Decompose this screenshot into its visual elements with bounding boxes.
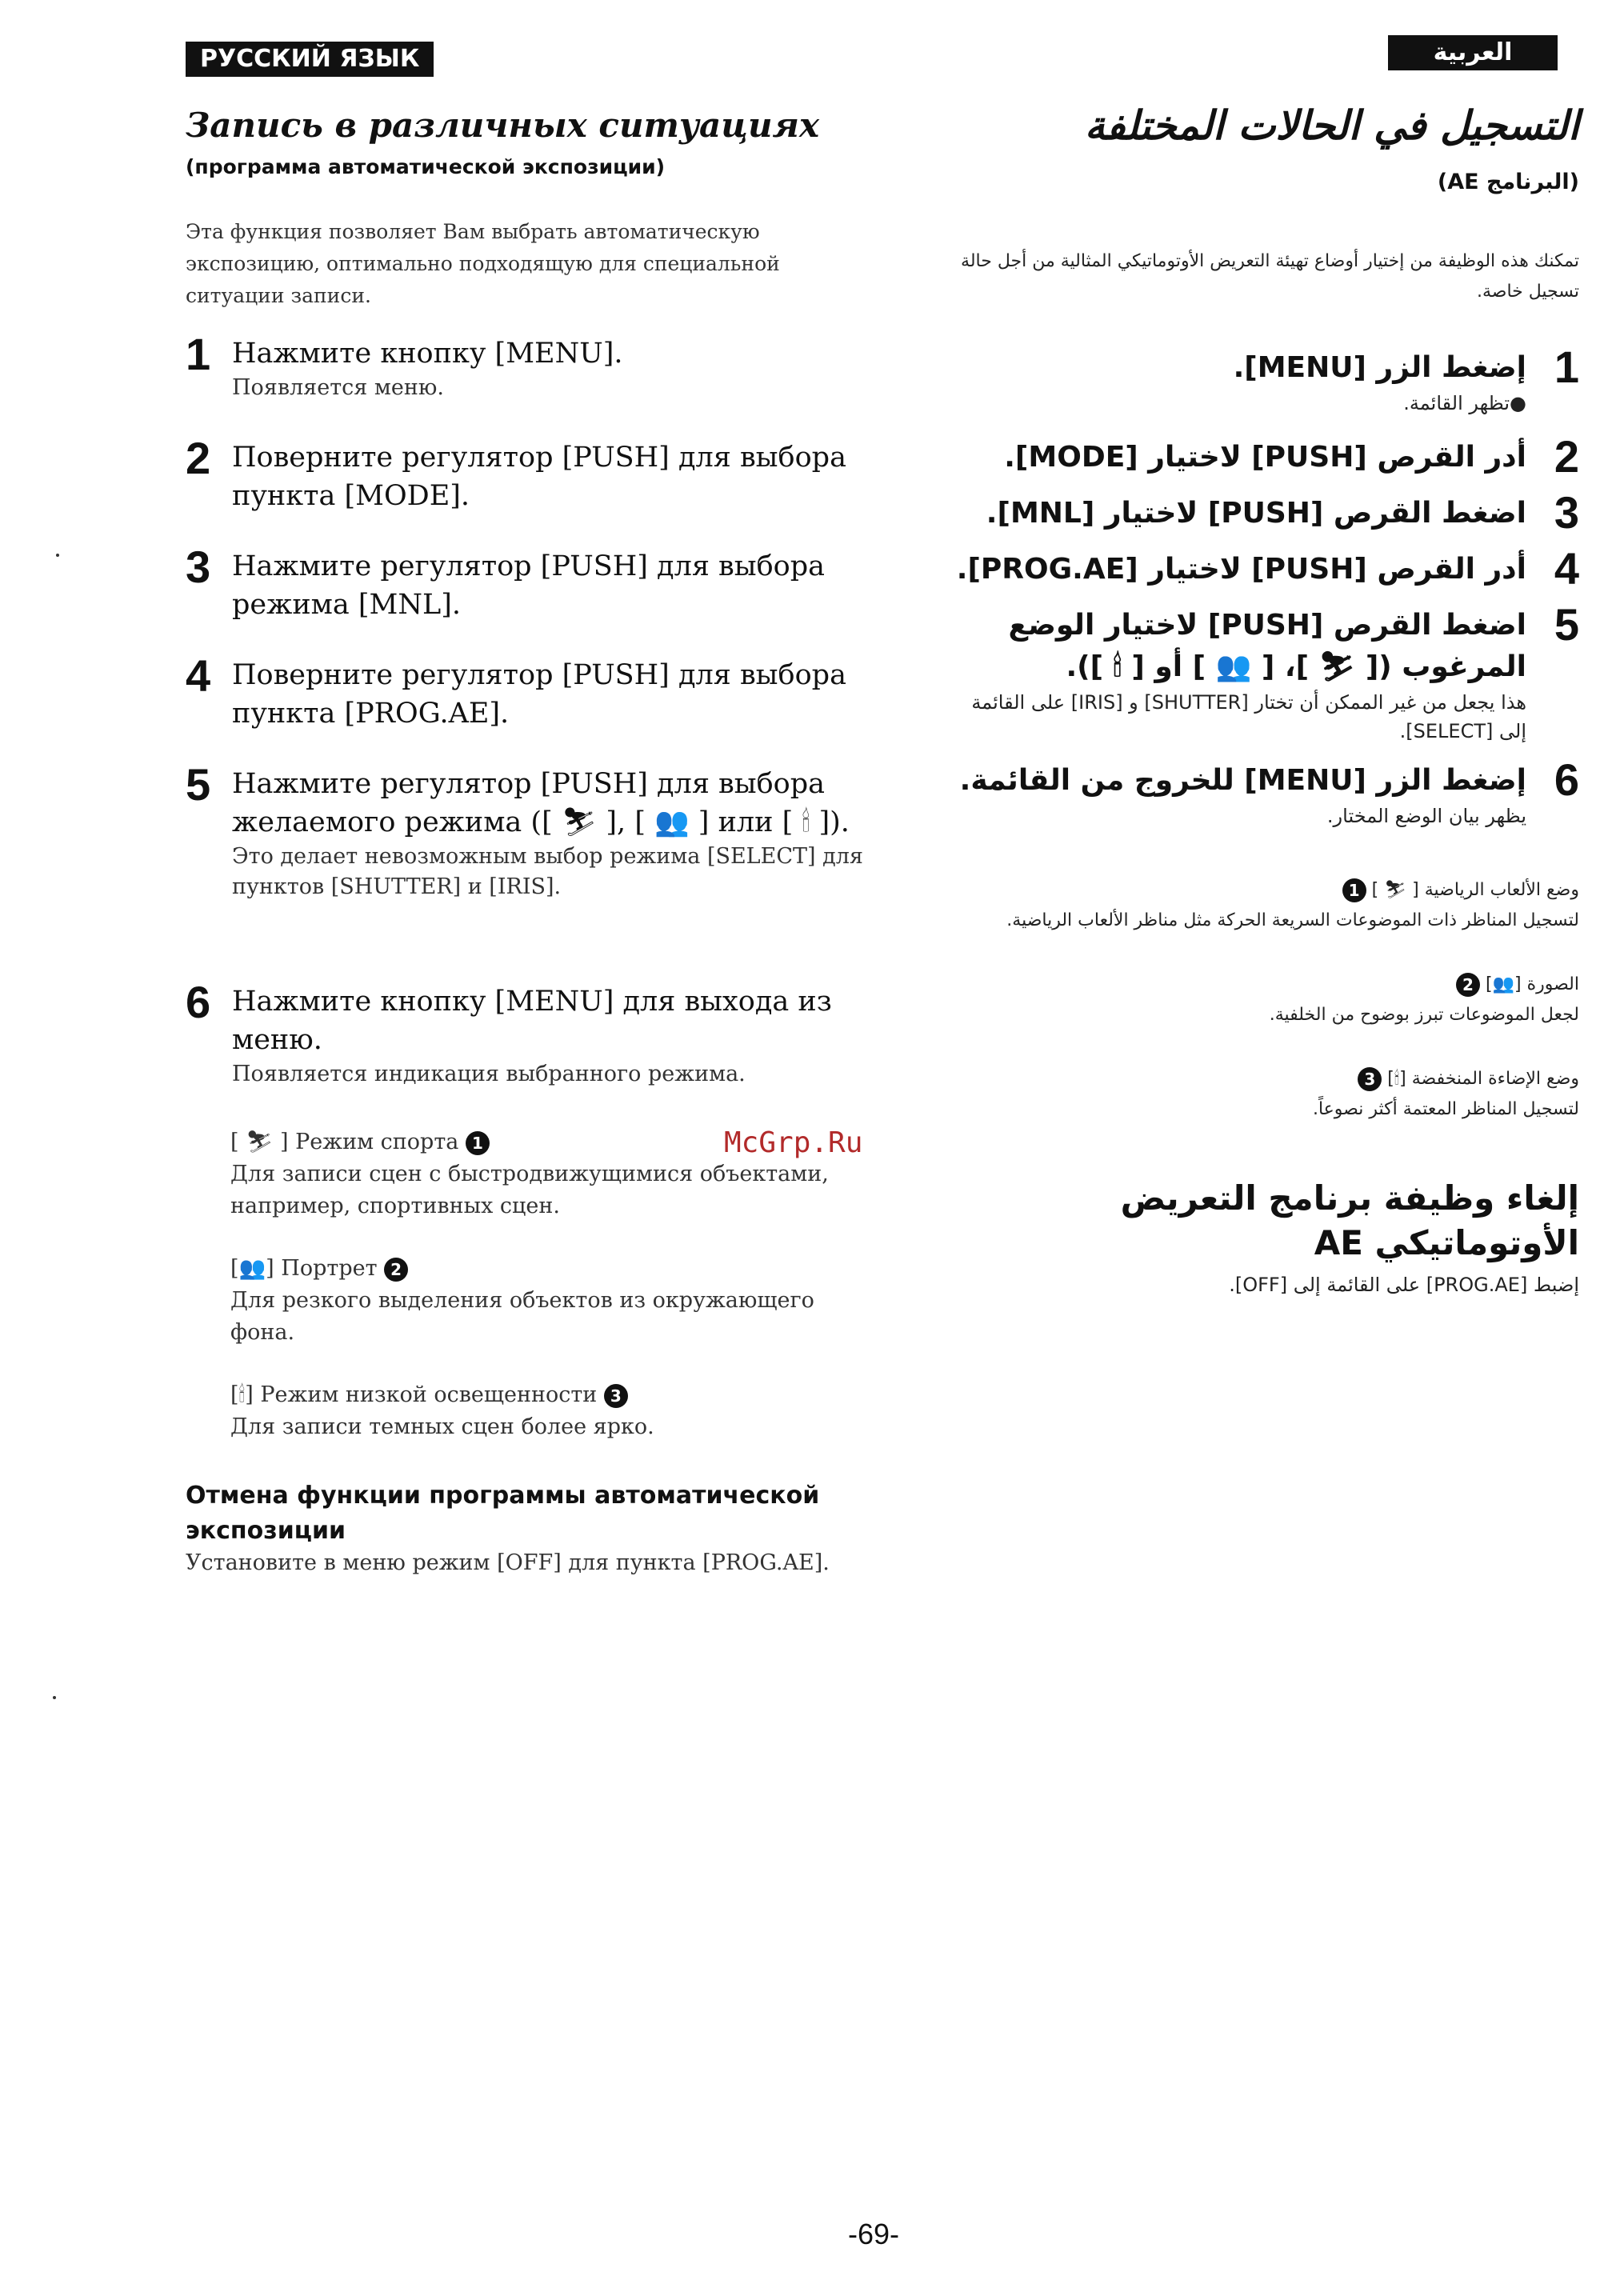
low-light-icon: 🕯 bbox=[1394, 1069, 1400, 1089]
step-number: 3 bbox=[186, 542, 211, 592]
step-3-russian bbox=[186, 542, 890, 624]
step-text: Нажмите регулятор [PUSH] для выбора желаемого режима ([ ⛷ ], [ 👥 ] или [ 🕯 ]). bbox=[232, 768, 850, 838]
intro-arabic: تمكنك هذه الوظيفة من إختيار أوضاع تهيئة التعريض الأوتوماتيكي المثالية من أجل حالة تسجيل خاصة. bbox=[961, 251, 1579, 302]
step-text: Поверните регулятор [PUSH] для выбора пункта [PROG.AE]. bbox=[232, 659, 846, 730]
mode-low-light-russian: [🕯] Режим низкой освещенности 3 Для записи темных сцен более ярко. bbox=[230, 1379, 870, 1443]
step-6-russian bbox=[186, 977, 890, 1090]
cancel-text-arabic: إضبط [PROG.AE] على القائمة إلى [OFF]. bbox=[1229, 1274, 1579, 1296]
low-light-icon: 🕯 bbox=[238, 1382, 246, 1407]
sports-icon: ⛷ bbox=[1384, 880, 1407, 900]
page-subtitle-arabic: (البرنامج AE) bbox=[1437, 170, 1579, 194]
step-number: 4 bbox=[186, 650, 211, 701]
step-2-arabic bbox=[939, 431, 1579, 482]
intro-russian: Эта функция позволяет Вам выбрать автоматическую экспозицию, оптимально подходящую для специальной ситуации записи. bbox=[186, 220, 780, 307]
step-number: 6 bbox=[186, 977, 211, 1027]
page-subtitle-russian: (программа автоматической экспозиции) bbox=[186, 155, 666, 178]
step-text: Нажмите кнопку [MENU]. bbox=[232, 338, 623, 370]
margin-mark bbox=[53, 1696, 56, 1699]
mode-sports-russian: [ ⛷ ] Режим спорта 1 Для записи сцен с быстродвижущимися объектами, например, спортивных сцен. bbox=[230, 1126, 870, 1222]
marker-2-icon: 2 bbox=[384, 1258, 408, 1282]
mode-label: Режим спорта bbox=[295, 1130, 459, 1154]
portrait-icon: 👥 bbox=[238, 1256, 266, 1281]
page-title-russian: Запись в различных ситуациях bbox=[186, 106, 820, 145]
mode-label: Режим низкой освещенности bbox=[260, 1382, 598, 1407]
step-number: 1 bbox=[1554, 342, 1579, 392]
mode-description: لتسجيل المناظر المعتمة أكثر نصوعاً. bbox=[1312, 1099, 1579, 1119]
step-note: يظهر بيان الوضع المختار. bbox=[1326, 805, 1526, 827]
step-text: اضغط القرص [PUSH] لاختيار [MNL]. bbox=[986, 497, 1526, 530]
cancel-text-russian: Установите в меню режим [OFF] для пункта [PROG.AE]. bbox=[186, 1550, 830, 1575]
step-4-arabic bbox=[939, 543, 1579, 594]
step-text: أدر القرص [PUSH] لاختيار [PROG.AE]. bbox=[956, 553, 1526, 586]
step-note: Появляется меню. bbox=[232, 375, 444, 400]
step-text: Нажмите кнопку [MENU] для выхода из меню. bbox=[232, 986, 832, 1056]
lang-tab-russian: РУССКИЙ ЯЗЫК bbox=[186, 42, 434, 77]
step-note: هذا يجعل من غير الممكن أن تختار [SHUTTER] و [IRIS] على القائمة إلى [SELECT]. bbox=[971, 691, 1526, 742]
sports-icon: ⛷ bbox=[246, 1130, 274, 1154]
mode-description: لتسجيل المناظر ذات الموضوعات السريعة الحركة مثل مناظر الألعاب الرياضية. bbox=[1006, 910, 1579, 930]
step-5-arabic bbox=[939, 599, 1579, 746]
lang-tab-arabic: العربية bbox=[1388, 35, 1558, 70]
step-text: إضغط الزر [MENU] للخروج من القائمة. bbox=[959, 764, 1526, 797]
marker-3-icon: 3 bbox=[1358, 1067, 1382, 1091]
step-3-arabic bbox=[939, 487, 1579, 538]
mode-low-light-arabic: وضع الإضاءة المنخفضة [🕯] 3 لتسجيل المناظر المعتمة أكثر نصوعاً. bbox=[939, 1064, 1579, 1125]
step-number: 4 bbox=[1554, 543, 1579, 594]
marker-1-icon: 1 bbox=[1342, 878, 1366, 902]
step-text: Нажмите регулятор [PUSH] для выбора режима [MNL]. bbox=[232, 550, 825, 621]
margin-mark bbox=[56, 554, 59, 557]
watermark: McGrp.Ru bbox=[724, 1126, 863, 1159]
step-4-russian bbox=[186, 650, 890, 733]
step-number: 2 bbox=[1554, 431, 1579, 482]
portrait-icon: 👥 bbox=[1492, 974, 1514, 994]
mode-description: Для резкого выделения объектов из окружающего фона. bbox=[230, 1288, 814, 1345]
step-2-russian bbox=[186, 433, 890, 515]
step-number: 3 bbox=[1554, 487, 1579, 538]
step-text: اضغط القرص [PUSH] لاختيار الوضع المرغوب ([ ⛷ ]، [ 👥 ] أو [ 🕯 ]). bbox=[1008, 609, 1526, 683]
step-6-arabic bbox=[939, 754, 1579, 830]
mode-label: وضع الألعاب الرياضية bbox=[1424, 880, 1579, 900]
step-1-russian bbox=[186, 329, 890, 403]
step-number: 2 bbox=[186, 433, 211, 483]
mode-portrait-russian: [👥] Портрет 2 Для резкого выделения объектов из окружающего фона. bbox=[230, 1253, 870, 1349]
step-5-russian bbox=[186, 759, 890, 902]
mode-label: الصورة bbox=[1526, 974, 1579, 994]
step-note: Появляется индикация выбранного режима. bbox=[232, 1062, 746, 1086]
mode-description: Для записи темных сцен более ярко. bbox=[230, 1414, 654, 1439]
mode-sports-arabic: وضع الألعاب الرياضية [ ⛷ ] 1 لتسجيل المناظر ذات الموضوعات السريعة الحركة مثل مناظر الألعاب الرياضية. bbox=[939, 875, 1579, 936]
step-1-arabic bbox=[939, 342, 1579, 418]
mode-description: لجعل الموضوعات تبرز بوضوح من الخلفية. bbox=[1269, 1005, 1579, 1025]
step-note: Это делает невозможным выбор режима [SELECT] для пунктов [SHUTTER] и [IRIS]. bbox=[232, 844, 863, 899]
mode-portrait-arabic: الصورة [👥] 2 لجعل الموضوعات تبرز بوضوح من الخلفية. bbox=[939, 970, 1579, 1030]
marker-2-icon: 2 bbox=[1456, 973, 1480, 997]
step-note: ●تظهر القائمة. bbox=[1403, 392, 1526, 414]
step-number: 6 bbox=[1554, 754, 1579, 805]
mode-description: Для записи сцен с быстродвижущимися объектами, например, спортивных сцен. bbox=[230, 1162, 829, 1218]
step-number: 5 bbox=[186, 759, 211, 810]
step-text: أدر القرص [PUSH] لاختيار [MODE]. bbox=[1004, 441, 1526, 474]
step-text: Поверните регулятор [PUSH] для выбора пункта [MODE]. bbox=[232, 442, 846, 512]
cancel-heading-russian: Отмена функции программы автоматической экспозиции bbox=[186, 1482, 820, 1545]
cancel-heading-arabic: إلغاء وظيفة برنامج التعريض الأوتوماتيكي AE bbox=[1120, 1178, 1579, 1262]
step-text: إضغط الزر [MENU]. bbox=[1233, 351, 1526, 384]
marker-1-icon: 1 bbox=[466, 1131, 490, 1155]
mode-label: Портрет bbox=[281, 1256, 378, 1281]
page-title-arabic: التسجيل في الحالات المختلفة bbox=[1084, 102, 1579, 149]
marker-3-icon: 3 bbox=[604, 1384, 628, 1408]
step-number: 5 bbox=[1554, 599, 1579, 650]
step-number: 1 bbox=[186, 329, 211, 379]
mode-label: وضع الإضاءة المنخفضة bbox=[1411, 1069, 1579, 1089]
page-number: -69- bbox=[848, 2218, 900, 2250]
